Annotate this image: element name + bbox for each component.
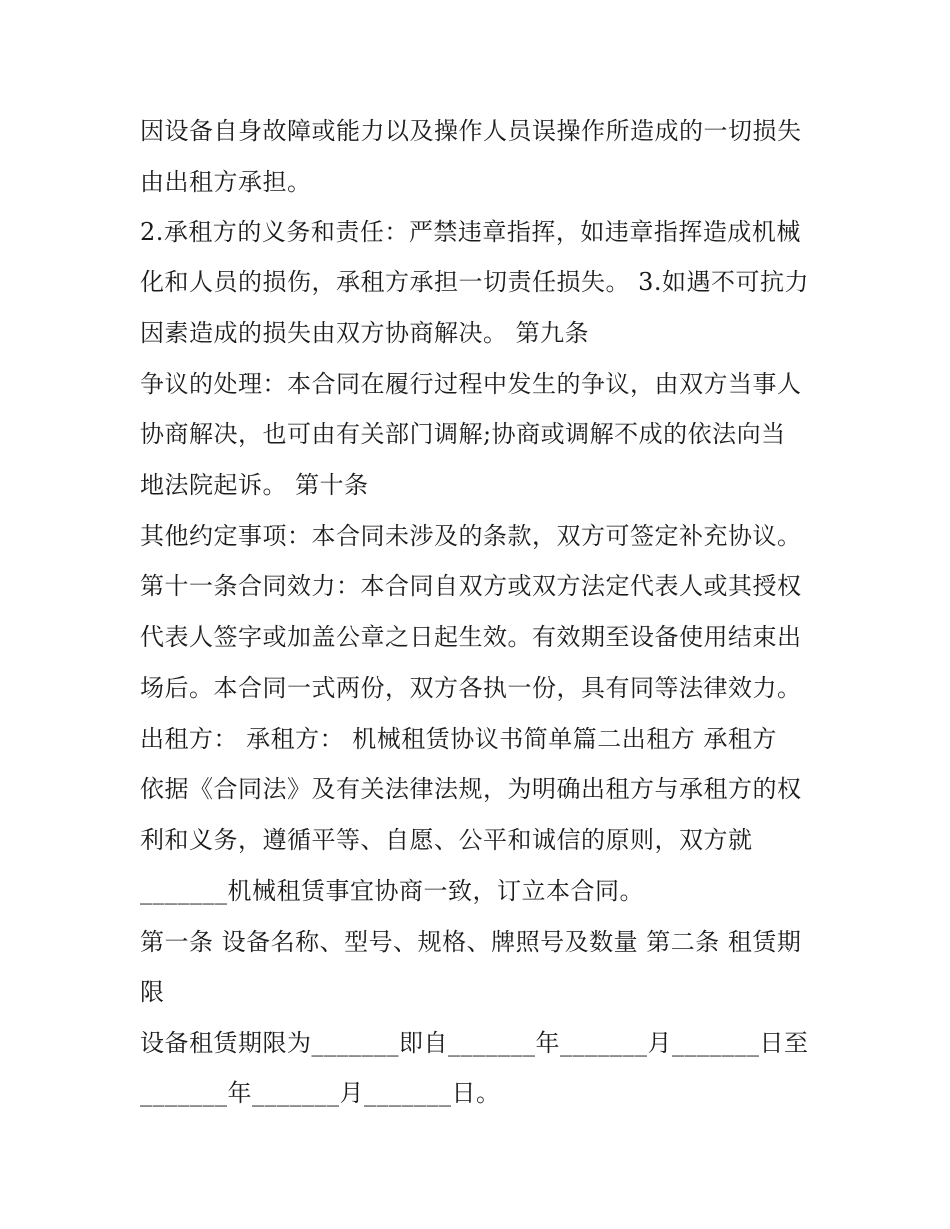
text-line: 设备租赁期限为_______即自_______年_______月_______日至	[140, 1029, 809, 1057]
text-line: 由出租方承担。	[140, 168, 312, 196]
text-line: 场后。本合同一式两份，双方各执一份，具有同等法律效力。	[140, 674, 802, 702]
text-line: 因素造成的损失由双方协商解决。 第九条	[140, 319, 590, 347]
text-line: 协商解决，也可由有关部门调解;协商或调解不成的依法向当	[140, 420, 786, 448]
text-line: 化和人员的损伤，承租方承担一切责任损失。 3.如遇不可抗力	[140, 268, 810, 296]
text-line: 利和义务，遵循平等、自愿、公平和诚信的原则，双方就	[140, 826, 753, 854]
text-line: _______年_______月_______日。	[140, 1079, 501, 1107]
text-line: 争议的处理：本合同在履行过程中发生的争议，由双方当事人	[140, 370, 802, 398]
text-line: _______机械租赁事宜协商一致，订立本合同。	[140, 877, 644, 905]
text-line: 地法院起诉。 第十条	[140, 471, 369, 499]
text-line: 出租方： 承租方： 机械租赁协议书简单篇二出租方 承租方	[140, 725, 777, 753]
text-line: 第十一条合同效力：本合同自双方或双方法定代表人或其授权	[140, 572, 802, 600]
text-line: 依据《合同法》及有关法律法规，为明确出租方与承租方的权	[140, 775, 802, 803]
text-line: 2.承租方的义务和责任：严禁违章指挥，如违章指挥造成机械	[140, 218, 801, 246]
text-line: 代表人签字或加盖公章之日起生效。有效期至设备使用结束出	[140, 623, 802, 651]
text-line: 限	[140, 978, 165, 1006]
text-line: 第一条 设备名称、型号、规格、牌照号及数量 第二条 租赁期	[140, 928, 802, 956]
text-line: 因设备自身故障或能力以及操作人员误操作所造成的一切损失	[140, 117, 802, 145]
text-line: 其他约定事项：本合同未涉及的条款，双方可签定补充协议。	[140, 522, 802, 550]
